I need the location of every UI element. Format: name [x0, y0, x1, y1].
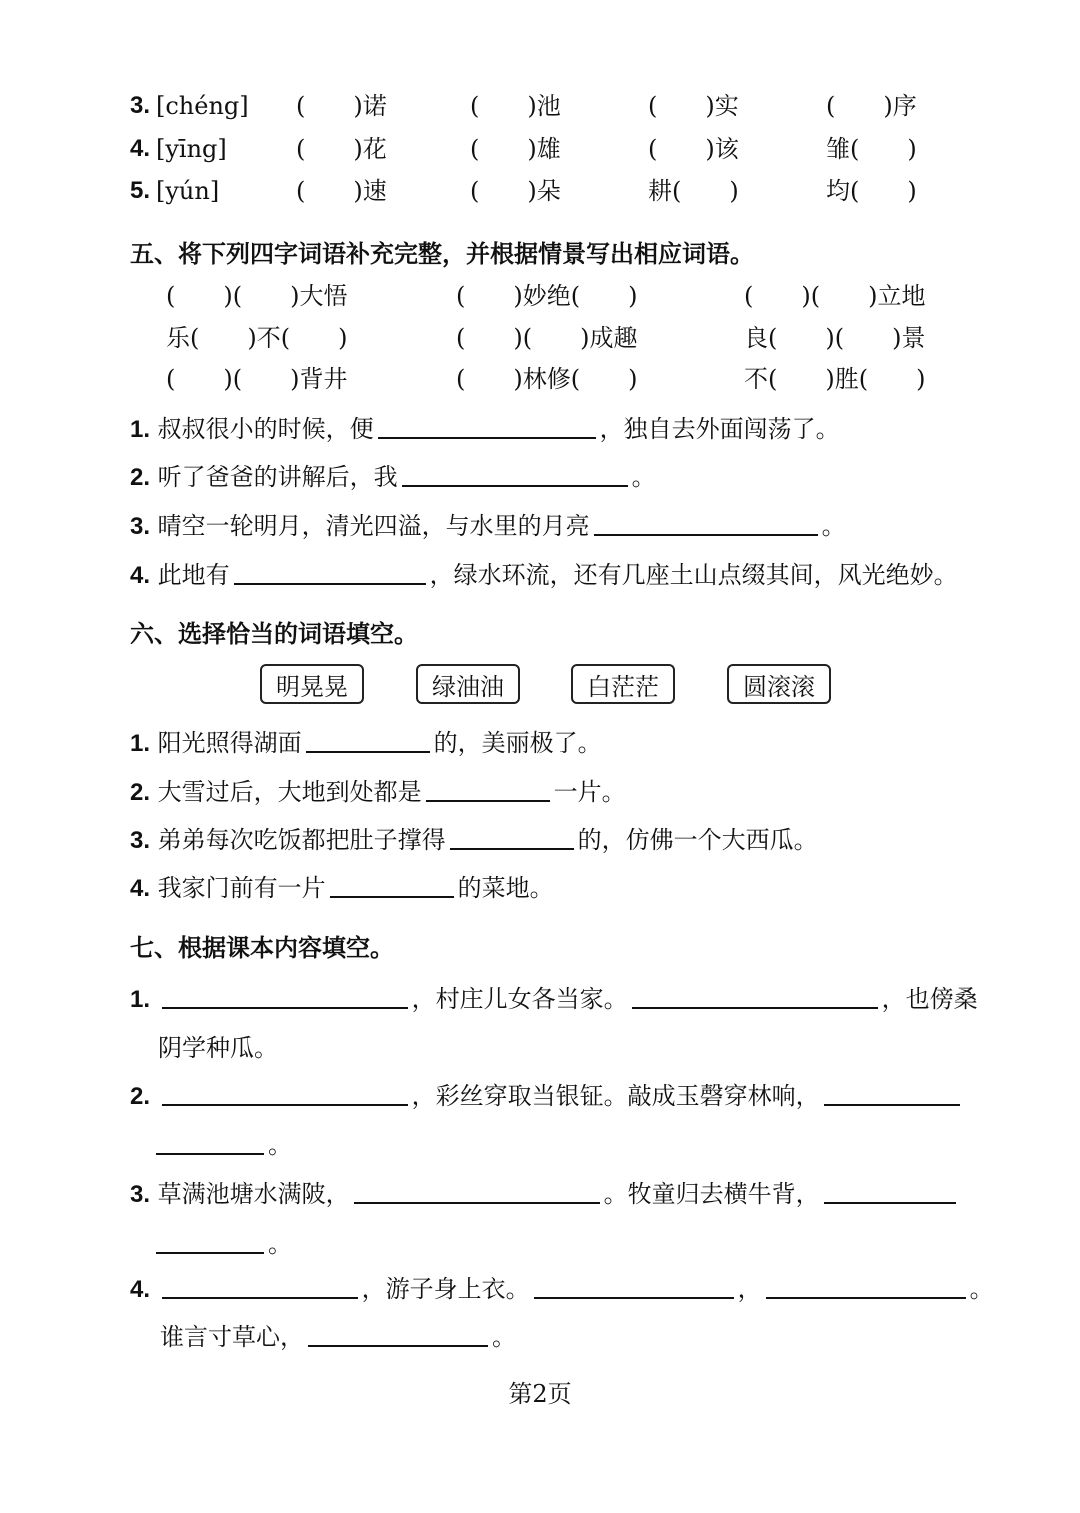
fill-item[interactable]: ( )序 [826, 92, 917, 120]
question-text: ，村庄儿女各当家。 [411, 985, 628, 1013]
section-title: 六、选择恰当的词语填空。 [130, 619, 418, 648]
question-row [130, 981, 978, 1017]
idiom-item[interactable]: ( )林修( ) [456, 365, 638, 393]
answer-blank[interactable] [766, 1273, 966, 1299]
question-row [130, 1127, 970, 1163]
fill-item[interactable]: 均( ) [826, 177, 917, 205]
question-number: 3. [130, 513, 151, 540]
answer-blank[interactable] [162, 1273, 358, 1299]
question-text: 。 [821, 512, 846, 540]
question-text: 。 [969, 1275, 994, 1303]
question-text: ，彩丝穿取当银钲。敲成玉磬穿林响， [411, 1082, 820, 1110]
question-number: 1. [130, 416, 151, 443]
question-number: 2. [130, 1083, 151, 1110]
idiom-item[interactable]: ( )( )成趣 [456, 324, 638, 352]
answer-blank[interactable] [234, 559, 426, 585]
idiom-item[interactable]: ( )( )背井 [166, 365, 348, 393]
question-text: 晴空一轮明月，清光四溢，与水里的月亮 [157, 512, 590, 540]
question-text: ，绿水环流，还有几座土山点缀其间，风光绝妙。 [429, 561, 958, 589]
answer-blank[interactable] [162, 983, 408, 1009]
page-number: 第2页 [508, 1380, 572, 1408]
fill-item[interactable]: ( )雄 [470, 135, 561, 163]
question-number: 4. [130, 1276, 151, 1303]
question-text: ，独自去外面闯荡了。 [599, 415, 840, 443]
answer-blank[interactable] [156, 1129, 264, 1155]
answer-blank[interactable] [330, 872, 454, 898]
idiom-item[interactable]: 不( )胜( ) [744, 365, 926, 393]
idiom-row [130, 320, 970, 356]
question-row [130, 508, 970, 544]
question-row [130, 411, 970, 447]
question-row [130, 1319, 970, 1355]
question-row [130, 1226, 970, 1262]
question-row [130, 870, 970, 906]
fill-item[interactable]: ( )该 [648, 135, 739, 163]
question-text: 谁言寸草心， [160, 1323, 304, 1351]
answer-blank[interactable] [162, 1080, 408, 1106]
answer-blank[interactable] [306, 727, 430, 753]
fill-item[interactable]: ( )速 [296, 177, 387, 205]
word-option[interactable]: 绿油油 [416, 664, 520, 704]
idiom-item[interactable]: 乐( )不( ) [166, 324, 348, 352]
fill-item[interactable]: 雏( ) [826, 135, 917, 163]
idiom-item[interactable]: ( )妙绝( ) [456, 282, 638, 310]
question-text: 我家门前有一片 [157, 874, 326, 902]
question-row [130, 1078, 970, 1114]
word-option[interactable]: 圆滚滚 [727, 664, 831, 704]
question-text: 。 [631, 463, 656, 491]
question-text: 阴学种瓜。 [158, 1034, 278, 1062]
answer-blank[interactable] [354, 1178, 600, 1204]
question-text: 。 [268, 1230, 292, 1258]
answer-blank[interactable] [824, 1080, 960, 1106]
question-row [130, 822, 970, 858]
question-number: 4. [130, 875, 151, 902]
question-text: ，也傍桑 [881, 985, 978, 1013]
section-title: 五、将下列四字词语补充完整，并根据情景写出相应词语。 [130, 239, 754, 268]
pinyin-row [130, 173, 970, 209]
question-number: 5. [130, 177, 151, 204]
answer-blank[interactable] [534, 1273, 734, 1299]
answer-blank[interactable] [824, 1178, 956, 1204]
question-row [130, 1271, 994, 1307]
question-text: 。 [268, 1131, 292, 1159]
pinyin: [yún] [156, 177, 220, 205]
question-row [130, 557, 970, 593]
idiom-row [130, 278, 970, 314]
question-number: 4. [130, 135, 151, 162]
question-text: ，游子身上衣。 [361, 1275, 530, 1303]
idiom-item[interactable]: ( )( )立地 [744, 282, 926, 310]
fill-item[interactable]: ( )池 [470, 92, 561, 120]
question-text: 此地有 [157, 561, 230, 589]
question-number: 3. [130, 827, 151, 854]
question-row [130, 725, 970, 761]
question-number: 1. [130, 986, 151, 1013]
question-text: 大雪过后，大地到处都是 [157, 778, 422, 806]
idiom-item[interactable]: ( )( )大悟 [166, 282, 348, 310]
question-text: 的菜地。 [457, 874, 554, 902]
question-number: 3. [130, 1181, 151, 1208]
fill-item[interactable]: ( )实 [648, 92, 739, 120]
question-text: 听了爸爸的讲解后，我 [157, 463, 398, 491]
pinyin-row [130, 88, 970, 124]
question-row [130, 459, 970, 495]
fill-item[interactable]: ( )朵 [470, 177, 561, 205]
question-text: 。 [492, 1323, 516, 1351]
question-row [130, 1176, 970, 1212]
question-text: 叔叔很小的时候，便 [157, 415, 374, 443]
question-row [130, 1030, 970, 1066]
question-number: 2. [130, 779, 151, 806]
answer-blank[interactable] [426, 776, 550, 802]
answer-blank[interactable] [156, 1228, 264, 1254]
question-number: 4. [130, 562, 151, 589]
fill-item[interactable]: ( )诺 [296, 92, 387, 120]
question-text: 阳光照得湖面 [157, 729, 302, 757]
question-number: 3. [130, 92, 151, 119]
pinyin-row [130, 131, 970, 167]
answer-blank[interactable] [450, 824, 574, 850]
answer-blank[interactable] [594, 510, 818, 536]
question-text: ， [737, 1275, 762, 1303]
pinyin: [chéng] [156, 92, 249, 120]
question-number: 1. [130, 730, 151, 757]
question-row [130, 774, 970, 810]
word-option[interactable]: 白茫茫 [571, 664, 675, 704]
answer-blank[interactable] [632, 983, 878, 1009]
question-text: 的，仿佛一个大西瓜。 [577, 826, 818, 854]
answer-blank[interactable] [378, 413, 596, 439]
question-text: 弟弟每次吃饭都把肚子撑得 [157, 826, 446, 854]
idiom-row [130, 361, 970, 397]
fill-item[interactable]: ( )花 [296, 135, 387, 163]
question-text: 。牧童归去横牛背， [603, 1180, 820, 1208]
question-number: 2. [130, 464, 151, 491]
question-text: 的，美丽极了。 [433, 729, 602, 757]
pinyin: [yīng] [156, 135, 227, 163]
answer-blank[interactable] [402, 461, 628, 487]
word-option[interactable]: 明晃晃 [260, 664, 364, 704]
fill-item[interactable]: 耕( ) [648, 177, 739, 205]
section-title: 七、根据课本内容填空。 [130, 933, 394, 962]
question-text: 草满池塘水满陂， [157, 1180, 350, 1208]
idiom-item[interactable]: 良( )( )景 [744, 324, 926, 352]
question-text: 一片。 [553, 778, 626, 806]
answer-blank[interactable] [308, 1321, 488, 1347]
